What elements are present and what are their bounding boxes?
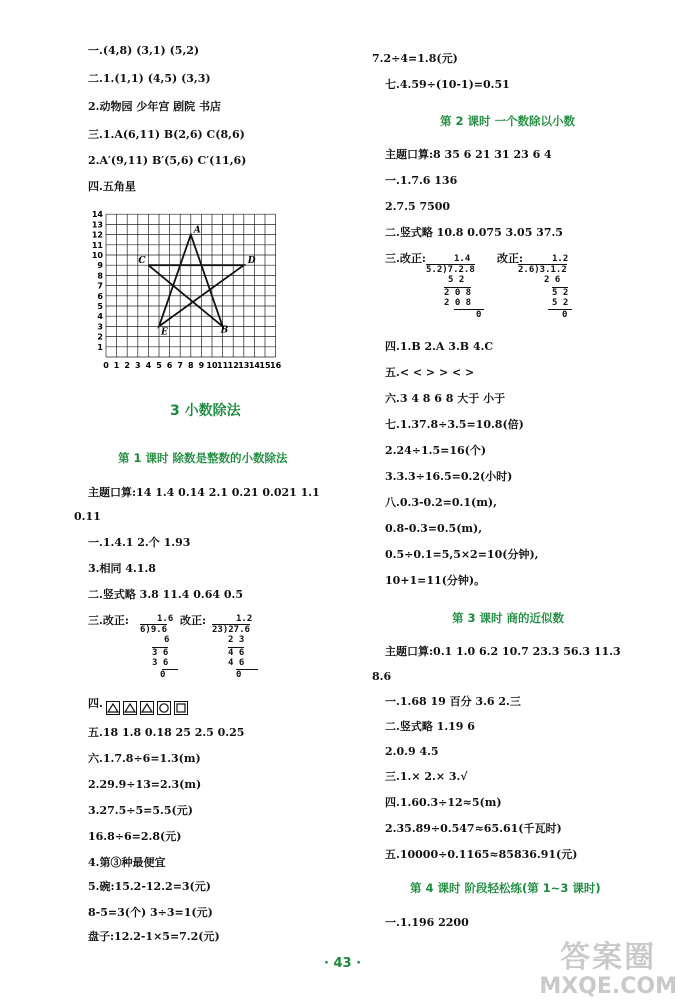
answer-line: 四.五角星 — [88, 180, 136, 193]
x-tick-label: 13 — [238, 361, 250, 370]
answer-line: 主题口算:8 35 6 21 31 23 6 4 — [385, 148, 552, 161]
step: 5 2 — [552, 288, 569, 298]
step: 0 — [454, 309, 484, 320]
triangle-icon — [106, 701, 120, 715]
answer-line: 盘子:12.2-1×5=7.2(元) — [88, 930, 220, 943]
y-tick-label: 13 — [91, 220, 103, 230]
x-tick-label: 6 — [166, 361, 173, 370]
long-division — [212, 614, 262, 684]
watermark-url: MXQE.COM — [539, 974, 677, 999]
answer-line: 8.6 — [372, 670, 392, 683]
x-tick-label: 2 — [124, 361, 130, 370]
x-tick-label: 11 — [217, 361, 229, 370]
quotient: 1.2 — [552, 254, 569, 264]
lesson-title: 第 1 课时 除数是整数的小数除法 — [118, 451, 288, 465]
answer-line: 八.0.3-0.2=0.1(m), — [385, 496, 497, 509]
answer-line: 三.1.A(6,11) B(2,6) C(8,6) — [88, 128, 245, 141]
answer-line: 2.动物园 少年宫 剧院 书店 — [88, 100, 221, 113]
answer-line: 二.竖式略 1.19 6 — [385, 720, 475, 733]
long-division — [426, 254, 486, 326]
triangle-icon — [140, 701, 154, 715]
x-tick-label: 14 — [248, 361, 260, 370]
answer-line: 二.1.(1,1) (4,5) (3,3) — [88, 72, 211, 85]
answer-line: 2.29.9÷13=2.3(m) — [88, 778, 202, 791]
x-tick-label: 15 — [259, 361, 271, 370]
answer-line: 三.改正: — [385, 252, 426, 265]
answer-line: 七.4.59÷(10-1)=0.51 — [385, 78, 510, 91]
step: 2 0 8 — [444, 298, 472, 308]
point-label: E — [161, 327, 168, 338]
answer-line: 三.改正: — [88, 614, 129, 627]
answer-line: 3.3.3÷16.5=0.2(小时) — [385, 470, 513, 483]
shape-answers — [106, 697, 191, 716]
x-tick-label: 5 — [156, 361, 162, 370]
answer-line: 六.3 4 8 6 8 大于 小于 — [385, 392, 506, 405]
answer-line: 一.(4,8) (3,1) (5,2) — [88, 44, 200, 57]
lesson-title: 第 2 课时 一个数除以小数 — [440, 114, 576, 128]
star-outline — [148, 235, 243, 327]
answer-line: 改正: — [497, 252, 524, 265]
answer-line: 一.1.68 19 百分 3.6 2.三 — [385, 695, 521, 708]
answer-line: 7.2÷4=1.8(元) — [372, 52, 458, 65]
answer-line: 5.碗:15.2-12.2=3(元) — [88, 880, 211, 893]
step: 0 — [236, 669, 258, 680]
y-tick-label: 10 — [91, 251, 103, 260]
y-tick-label: 14 — [91, 210, 103, 220]
point-label: D — [247, 256, 256, 267]
x-tick-label: 10 — [206, 361, 218, 370]
y-tick-label: 6 — [97, 291, 103, 301]
quotient: 1.2 — [236, 614, 253, 624]
dividend: 2.6)3.1.2 — [518, 265, 567, 275]
step: 2 0 8 — [444, 288, 472, 298]
step: 3 6 — [152, 648, 169, 658]
answer-line: 10+1=11(分钟)。 — [385, 574, 486, 587]
step: 6 — [164, 635, 170, 645]
answer-line: 0.5÷0.1=5,5×2=10(分钟), — [385, 548, 539, 561]
step: 0 — [548, 309, 572, 320]
square-icon — [174, 701, 188, 715]
answer-line: 一.1.196 2200 — [385, 916, 469, 929]
x-tick-label: 8 — [188, 361, 194, 370]
point-label: A — [193, 225, 201, 236]
answer-line: 3.27.5÷5=5.5(元) — [88, 804, 193, 817]
answer-line: 8-5=3(个) 3÷3=1(元) — [88, 906, 213, 919]
answer-line: 二.竖式略 10.8 0.075 3.05 37.5 — [385, 226, 563, 239]
answer-line: 主题口算:0.1 1.0 6.2 10.7 23.3 56.3 11.3 — [385, 645, 621, 658]
long-division — [518, 254, 574, 326]
x-tick-label: 0 — [103, 361, 109, 370]
step: 4 6 — [228, 658, 245, 668]
long-division — [140, 614, 180, 684]
dividend: 6)9.6 — [140, 625, 168, 635]
x-tick-label: 7 — [177, 361, 183, 370]
y-tick-label: 4 — [97, 312, 103, 322]
answer-line: 4.第③种最便宜 — [88, 856, 166, 869]
answer-line: 2.24÷1.5=16(个) — [385, 444, 487, 457]
answer-line: 主题口算:14 1.4 0.14 2.1 0.21 0.021 1.1 — [88, 486, 320, 499]
step: 5 2 — [552, 298, 569, 308]
dividend: 5.2)7.2.8 — [426, 265, 475, 275]
y-tick-label: 1 — [97, 342, 103, 352]
answer-line: 四.1.60.3÷12≈5(m) — [385, 796, 502, 809]
answer-line: 2.0.9 4.5 — [385, 745, 439, 758]
quotient: 1.4 — [454, 254, 471, 264]
answer-line: 0.8-0.3=0.5(m), — [385, 522, 483, 535]
step: 4 6 — [228, 648, 245, 658]
answer-line: 五.10000÷0.1165≈85836.91(元) — [385, 848, 578, 861]
y-tick-label: 2 — [97, 332, 103, 342]
answer-line: 3.相同 4.1.8 — [88, 562, 156, 575]
point-label: C — [138, 256, 146, 267]
lesson-title: 第 4 课时 阶段轻松练(第 1~3 课时) — [410, 881, 601, 895]
y-tick-label: 3 — [97, 322, 103, 332]
step: 0 — [162, 669, 178, 680]
lesson-title: 第 3 课时 商的近似数 — [452, 611, 565, 625]
step: 3 6 — [152, 658, 169, 668]
answer-line: 2.A′(9,11) B′(5,6) C′(11,6) — [88, 154, 247, 167]
step: 2 6 — [544, 275, 561, 285]
answer-line: 四. — [88, 697, 103, 710]
x-tick-label: 9 — [198, 361, 205, 370]
answer-line: 改正: — [180, 614, 207, 627]
answer-line: 七.1.37.8÷3.5=10.8(倍) — [385, 418, 524, 431]
triangle-icon — [123, 701, 137, 715]
quotient: 1.6 — [157, 614, 174, 624]
answer-line: 16.8÷6=2.8(元) — [88, 830, 182, 843]
answer-line: 五.18 1.8 0.18 25 2.5 0.25 — [88, 726, 245, 739]
coordinate-grid — [88, 205, 293, 375]
y-tick-label: 12 — [91, 230, 103, 240]
chapter-title: 3 小数除法 — [170, 403, 241, 419]
x-tick-label: 4 — [145, 361, 152, 370]
x-tick-label: 12 — [227, 361, 239, 370]
answer-line: 2.35.89÷0.547≈65.61(千瓦时) — [385, 822, 562, 835]
page-number: · 43 · — [323, 956, 362, 971]
answer-line: 0.11 — [74, 510, 101, 523]
watermark-logo — [539, 941, 677, 999]
x-tick-label: 3 — [135, 361, 141, 370]
watermark-text: 答案圈 — [560, 940, 657, 975]
answer-line: 2.7.5 7500 — [385, 200, 451, 213]
answer-line: 三.1.× 2.× 3.√ — [385, 770, 468, 783]
y-tick-label: 5 — [97, 302, 103, 311]
answer-line: 五.< < > > < > — [385, 366, 475, 379]
answer-line: 一.1.4.1 2.个 1.93 — [88, 536, 191, 549]
answer-line: 二.竖式略 3.8 11.4 0.64 0.5 — [88, 588, 244, 601]
y-tick-label: 7 — [97, 281, 103, 291]
x-tick-label: 1 — [113, 361, 120, 370]
y-tick-label: 9 — [97, 261, 103, 271]
step: 5 2 — [448, 275, 465, 285]
dividend: 23)27.6 — [212, 625, 250, 635]
x-tick-label: 16 — [270, 361, 282, 370]
y-tick-label: 8 — [97, 271, 103, 281]
point-label: B — [220, 325, 229, 336]
answer-line: 四.1.B 2.A 3.B 4.C — [385, 340, 494, 353]
answer-line: 一.1.7.6 136 — [385, 174, 458, 187]
answer-line: 六.1.7.8÷6=1.3(m) — [88, 752, 201, 765]
step: 2 3 — [228, 635, 245, 645]
y-tick-label: 11 — [91, 240, 103, 250]
circle-icon — [157, 701, 171, 715]
